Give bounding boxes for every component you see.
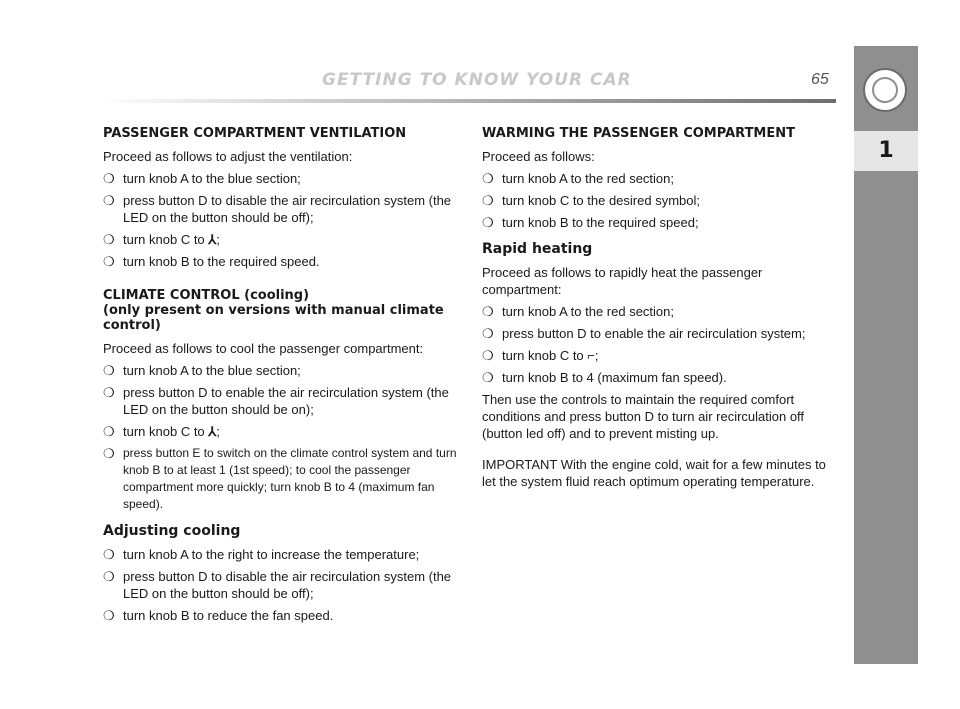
list-item: ❍ press button D to enable the air recirculation system; (482, 326, 806, 341)
bullet-icon: ❍ (103, 254, 115, 269)
bullet-icon: ❍ (482, 304, 494, 319)
bullet-icon: ❍ (103, 569, 115, 584)
bullet-icon: ❍ (482, 370, 494, 385)
section-title-warming: WARMING THE PASSENGER COMPARTMENT (482, 126, 795, 141)
vent-face-icon: ⅄ (208, 424, 217, 439)
important-note: IMPORTANT With the engine cold, wait for a few minutes to let the system fluid reach optimum operating temperature. (482, 457, 826, 489)
bullet-icon: ❍ (482, 348, 494, 363)
climate-intro: Proceed as follows to cool the passenger compartment: (103, 341, 424, 356)
list-item: ❍ turn knob B to reduce the fan speed. (103, 608, 334, 623)
list-item: ❍ turn knob C to ⅄; (103, 424, 220, 439)
bullet-icon: ❍ (482, 326, 494, 341)
header-rule (96, 99, 836, 103)
list-item: ❍ turn knob A to the red section; (482, 171, 675, 186)
right-column (482, 126, 842, 495)
list-item: ❍ turn knob A to the right to increase the temperature; (103, 547, 420, 562)
list-item: ❍ turn knob C to ⌐; (482, 348, 599, 363)
ventilation-intro: Proceed as follows to adjust the ventilation: (103, 149, 353, 164)
page-number: 65 (811, 71, 829, 88)
bullet-icon: ❍ (103, 363, 115, 378)
bullet-icon: ❍ (103, 385, 115, 400)
bullet-icon: ❍ (103, 232, 115, 247)
bullet-icon: ❍ (482, 171, 494, 186)
list-item: ❍ press button E to switch on the climate control system and turn knob B to at least 1 (1st speed); to cool the passenger compartment more quickly; turn knob B to 4 (maximum fan speed). (103, 446, 457, 511)
feet-vent-icon: ⌐ (587, 348, 595, 363)
bullet-icon: ❍ (103, 171, 115, 186)
vent-face-icon: ⅄ (208, 232, 217, 247)
list-item: ❍ turn knob A to the red section; (482, 304, 675, 319)
rapid-heating-outro: Then use the controls to maintain the required comfort conditions and press button D to turn air recirculation off (button led off) and to prevent misting up. (482, 392, 805, 441)
rapid-heating-steps (482, 303, 842, 386)
list-item: ❍ turn knob B to 4 (maximum fan speed). (482, 370, 727, 385)
section-title-rapid-heating: Rapid heating (482, 241, 593, 257)
bullet-icon: ❍ (103, 424, 115, 439)
list-item: ❍ turn knob A to the blue section; (103, 363, 301, 378)
list-item: ❍ press button D to disable the air recirculation system (the LED on the button should be off); (103, 193, 452, 225)
list-item: ❍ press button D to enable the air recirculation system (the LED on the button should be on); (103, 385, 449, 417)
bullet-icon: ❍ (103, 547, 115, 562)
warming-intro: Proceed as follows: (482, 149, 595, 164)
warming-steps (482, 170, 842, 231)
list-item: ❍ turn knob C to ⅄; (103, 232, 220, 247)
bullet-icon: ❍ (103, 193, 115, 208)
running-header-title: GETTING TO KNOW YOUR CAR (322, 70, 632, 90)
section-title-ventilation: PASSENGER COMPARTMENT VENTILATION (103, 126, 407, 141)
list-item: ❍ turn knob C to the desired symbol; (482, 193, 700, 208)
bullet-icon: ❍ (482, 193, 494, 208)
bullet-icon: ❍ (103, 608, 115, 623)
list-item: ❍ turn knob A to the blue section; (103, 171, 301, 186)
list-item: ❍ press button D to disable the air recirculation system (the LED on the button should be off); (103, 569, 452, 601)
list-item: ❍ turn knob B to the required speed. (103, 254, 320, 269)
rapid-heating-intro: Proceed as follows to rapidly heat the passenger compartment: (482, 265, 763, 297)
adjusting-steps (103, 546, 463, 624)
left-column (103, 126, 463, 634)
list-item: ❍ turn knob B to the required speed; (482, 215, 699, 230)
bullet-icon: ❍ (103, 446, 115, 461)
section-title-climate-control: CLIMATE CONTROL (cooling) (only present on versions with manual climate control) (103, 288, 444, 333)
climate-steps (103, 362, 463, 513)
bullet-icon: ❍ (482, 215, 494, 230)
section-title-adjusting-cooling: Adjusting cooling (103, 523, 241, 539)
alfa-romeo-badge-icon (863, 68, 907, 112)
chapter-number: 1 (854, 131, 918, 171)
ventilation-steps (103, 170, 463, 270)
